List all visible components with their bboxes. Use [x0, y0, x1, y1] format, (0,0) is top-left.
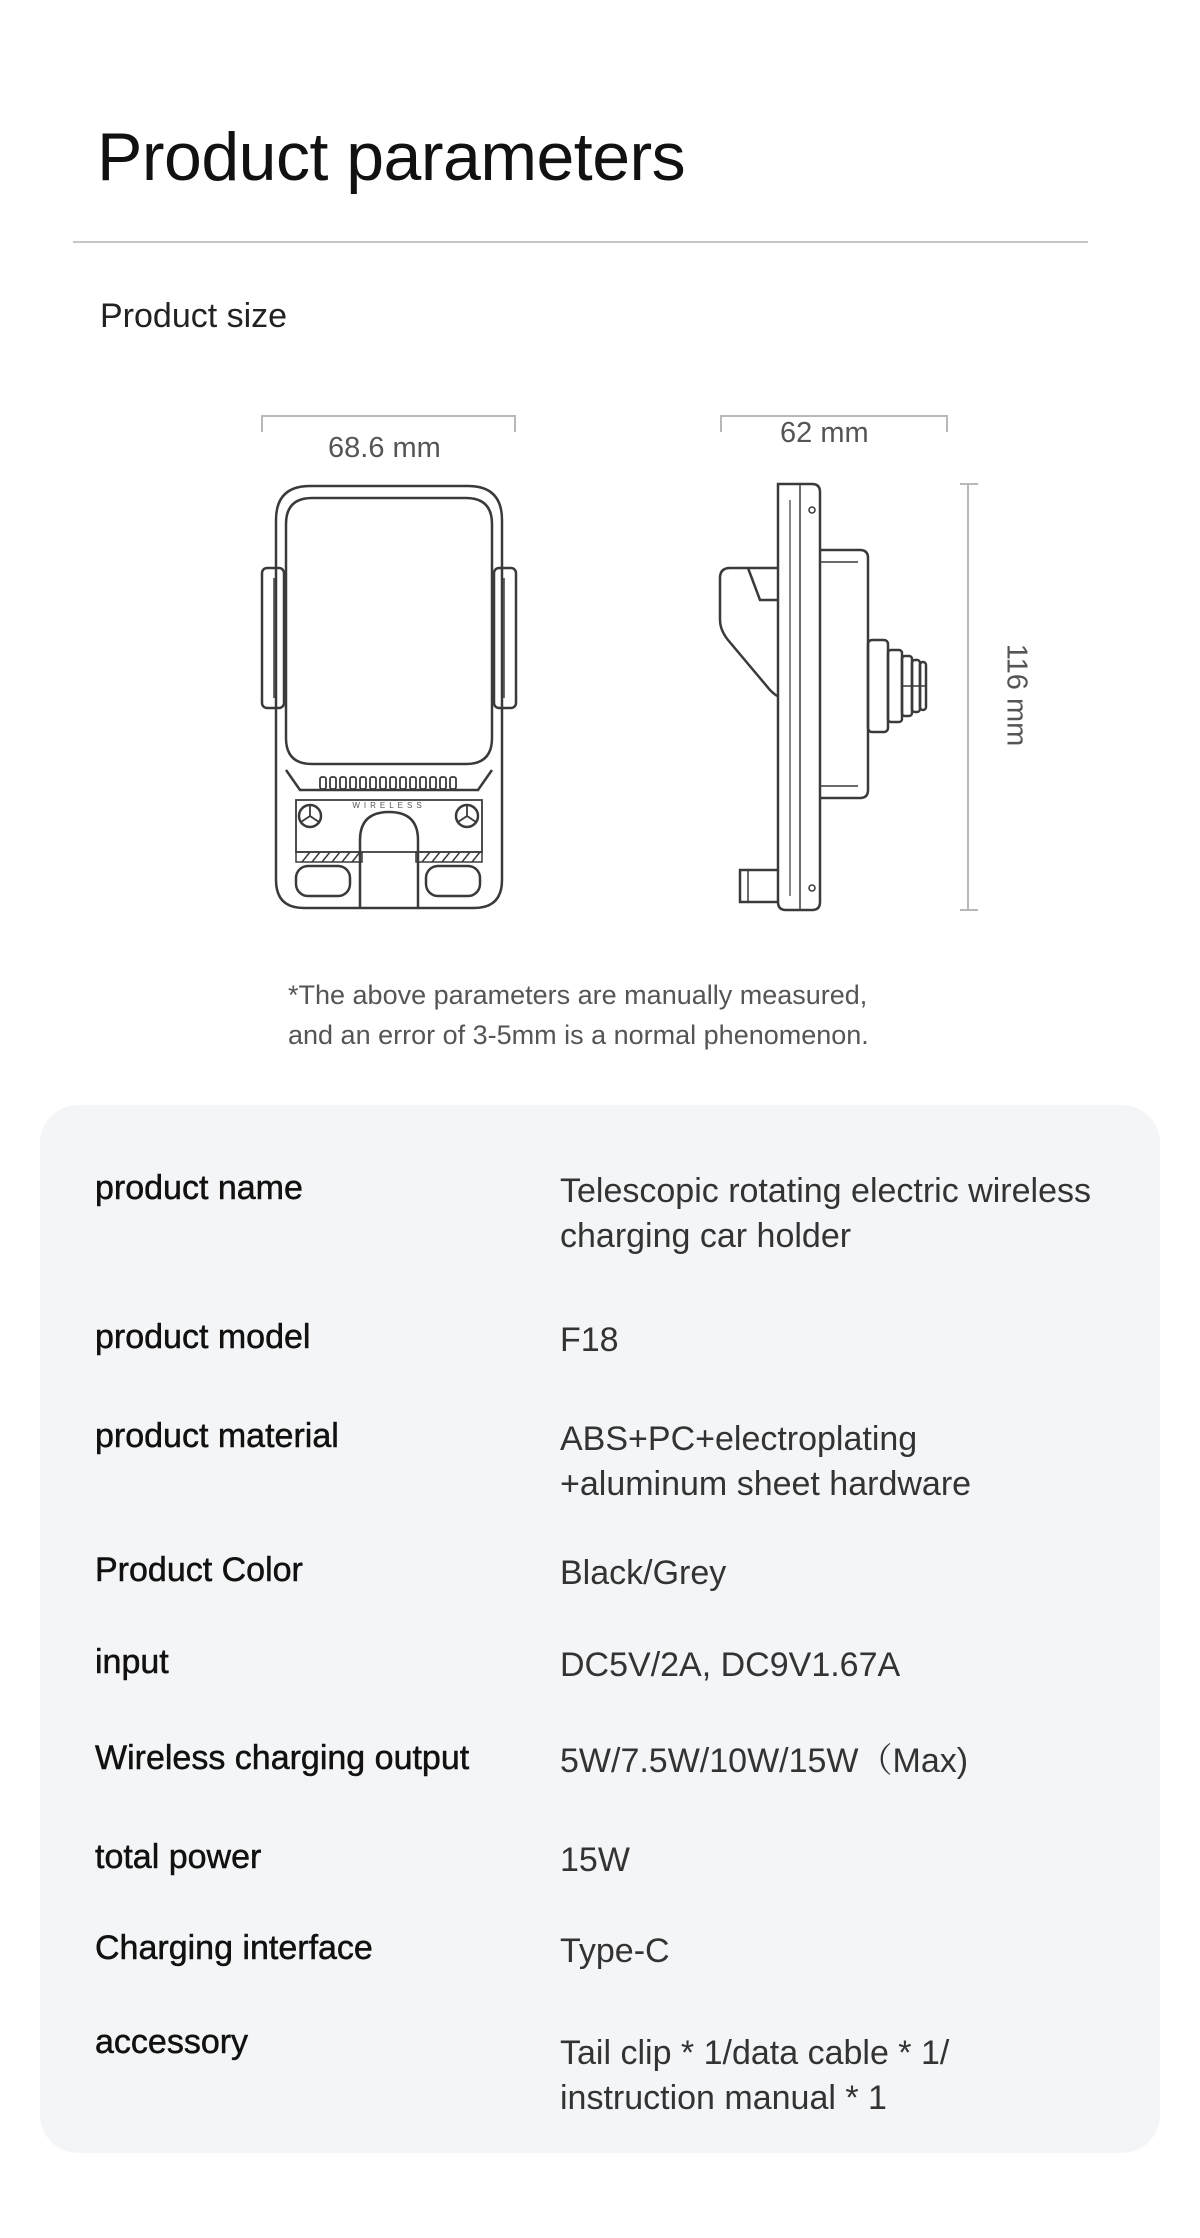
device-brand-text: WIRELESS — [352, 801, 426, 810]
spec-label: Wireless charging output — [95, 1739, 470, 1777]
spec-label: Product Color — [95, 1551, 303, 1589]
spec-value — [560, 1643, 1140, 1688]
spec-label: Charging interface — [95, 1929, 373, 1967]
spec-value — [560, 1318, 1140, 1363]
spec-value-line: Tail clip * 1/data cable * 1/ — [560, 2034, 950, 2072]
spec-value — [560, 2031, 1140, 2121]
spec-value-line: 15W — [560, 1841, 630, 1879]
measurement-note — [288, 975, 869, 1055]
section-subtitle: Product size — [100, 297, 288, 335]
spec-label: input — [95, 1643, 169, 1681]
spec-label: total power — [95, 1838, 262, 1876]
spec-value-line: F18 — [560, 1321, 619, 1359]
page-title: Product parameters — [97, 119, 686, 195]
note-line-1: *The above parameters are manually measured, — [288, 980, 868, 1010]
spec-value-line: DC5V/2A, DC9V1.67A — [560, 1646, 901, 1684]
spec-value — [560, 1838, 1140, 1883]
spec-label: product model — [95, 1318, 311, 1356]
spec-label: accessory — [95, 2023, 249, 2061]
spec-value — [560, 1739, 1140, 1784]
spec-value — [560, 1417, 1140, 1507]
side-depth-bracket — [721, 416, 947, 432]
spec-label: product material — [95, 1417, 339, 1455]
spec-value-line: Telescopic rotating electric wireless — [560, 1172, 1091, 1210]
front-width-bracket — [262, 416, 515, 432]
spec-value-line: ABS+PC+electroplating — [560, 1420, 918, 1458]
product-size-diagram — [0, 0, 1200, 960]
spec-value — [560, 1551, 1140, 1596]
spec-value — [560, 1929, 1140, 1974]
side-depth-label: 62 mm — [780, 417, 869, 449]
side-view — [720, 484, 926, 910]
spec-value-line: Type-C — [560, 1932, 670, 1970]
height-label: 116 mm — [1000, 643, 1033, 747]
spec-table — [40, 1105, 1160, 2153]
note-line-2: and an error of 3-5mm is a normal phenomenon. — [288, 1020, 869, 1050]
spec-value-line: Black/Grey — [560, 1554, 727, 1592]
front-view — [262, 486, 516, 908]
front-width-label: 68.6 mm — [328, 432, 441, 464]
spec-label: product name — [95, 1169, 303, 1207]
spec-value-line: instruction manual * 1 — [560, 2079, 887, 2117]
spec-value-line: charging car holder — [560, 1217, 852, 1255]
spec-value-line: 5W/7.5W/10W/15W（Max) — [560, 1742, 969, 1780]
spec-value-line: +aluminum sheet hardware — [560, 1465, 972, 1503]
spec-value — [560, 1169, 1140, 1259]
